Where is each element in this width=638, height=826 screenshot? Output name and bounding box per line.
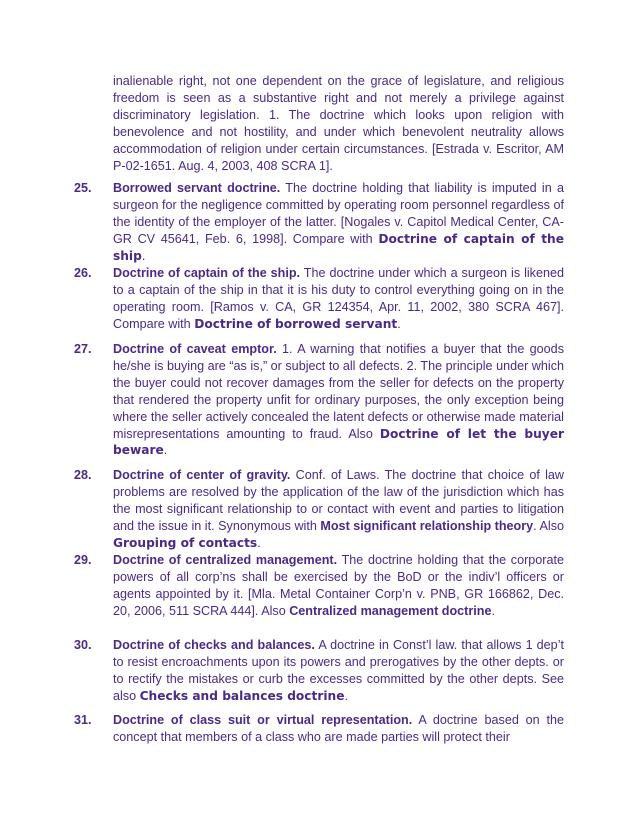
entry-text bbox=[113, 552, 564, 620]
entry-text bbox=[113, 467, 564, 552]
entry-text bbox=[113, 712, 564, 746]
entry-tail: . bbox=[491, 603, 495, 618]
entry-body: The doctrine holding that liability is imputed in a surgeon for the negligence committed by operating room personnel regardless of the identity of the employer of the latter. [Nogales v. Capitol Medical Center, CA-GR CV 45641, Feb. 6, 1998]. Compare with bbox=[113, 181, 564, 246]
entry-reference: Doctrine of captain of the ship bbox=[113, 231, 564, 263]
continuation-text: inalienable right, not one dependent on the grace of legislature, and religious freedom is seen as a substantive right and not merely a privilege against discriminatory legislation. 1. The doctrine which looks upon religion with benevolence and not hostility, and under which benevolent neutrality allows accommodation of religion under certain circumstances. [Estrada v. Escritor, AM P-02-1651. Aug. 4, 2003, 408 SCRA 1]. bbox=[113, 74, 564, 173]
entry-tail: . bbox=[141, 248, 146, 263]
entry-body: 1. A warning that notifies a buyer that the goods he/she is buying are “as is,” or subject to all defects. 2. The principle under which the buyer could not recover damages from the seller for defects on the property that rendered the property unfit for ordinary purposes, the only exception being where the seller actively concealed the latent defects or otherwise made material misrepresentations amounting to fraud. Also bbox=[113, 342, 564, 441]
entry-reference: Centralized management doctrine bbox=[289, 603, 492, 618]
entry-reference: Most significant relationship theory bbox=[320, 518, 534, 533]
entry-term: Borrowed servant doctrine. bbox=[113, 181, 281, 195]
entry-number: 30. bbox=[74, 638, 92, 652]
entry-number: 29. bbox=[74, 553, 92, 567]
continuation-paragraph bbox=[113, 73, 564, 174]
entry-term: Doctrine of checks and balances. bbox=[113, 638, 315, 652]
entry-body: The doctrine under which a surgeon is likened to a captain of the ship in that it is his duty to control everything going on in the operating room. [Ramos v. CA, GR 124354, Apr. 11, 2002, 380 SCRA 467]. Compare with bbox=[113, 266, 564, 331]
entry-reference: Doctrine of let the buyer beware bbox=[113, 426, 564, 458]
entry-reference: Doctrine of borrowed servant bbox=[194, 316, 398, 331]
entry-body: A doctrine based on the concept that members of a class who are made parties will protect their bbox=[113, 713, 565, 744]
entry-term: Doctrine of center of gravity. bbox=[113, 468, 291, 482]
entry-number: 26. bbox=[74, 266, 92, 280]
entry-number: 31. bbox=[74, 713, 92, 727]
entry-body: Conf. of Laws. The doctrine that choice of law problems are resolved by the application of the law of the jurisdiction which has the most significant relationship to or contact with event and parties to litigation and the issue in it. Synonymous with bbox=[113, 468, 564, 533]
entry-body: The doctrine holding that the corporate powers of all corp’ns shall be exercised by the BoD or the indiv’l officers or agents appointed by it. [Mla. Metal Container Corp’n v. PNB, GR 166862, Dec. 20, 2006, 511 SCRA 444]. Also bbox=[113, 553, 564, 618]
entry-mid: . Also bbox=[533, 518, 564, 533]
entry-number: 27. bbox=[74, 342, 92, 356]
entry-tail: . bbox=[163, 443, 168, 458]
entry-term: Doctrine of centralized management. bbox=[113, 553, 338, 567]
entry-term: Doctrine of class suit or virtual representation. bbox=[113, 713, 413, 727]
entry-tail: . bbox=[344, 688, 348, 703]
entry-term: Doctrine of caveat emptor. bbox=[113, 342, 277, 356]
entry-number: 28. bbox=[74, 468, 92, 482]
entry-term: Doctrine of captain of the ship. bbox=[113, 266, 301, 280]
entry-reference-2: Grouping of contacts bbox=[113, 535, 258, 550]
entry-reference: Checks and balances doctrine bbox=[139, 688, 345, 703]
entry-text bbox=[113, 341, 564, 459]
entry-text bbox=[113, 180, 564, 265]
entry-body: A doctrine in Const’l law. that allows 1 dep’t to resist encroachments upon its powers and prerogatives by the other depts. or to rectify the mistakes or curb the excesses committed by the other depts. See also bbox=[113, 638, 564, 703]
entry-tail: . bbox=[397, 316, 401, 331]
entry-text bbox=[113, 265, 564, 333]
entry-number: 25. bbox=[74, 181, 92, 195]
entry-tail: . bbox=[257, 535, 261, 550]
entry-text bbox=[113, 637, 564, 705]
